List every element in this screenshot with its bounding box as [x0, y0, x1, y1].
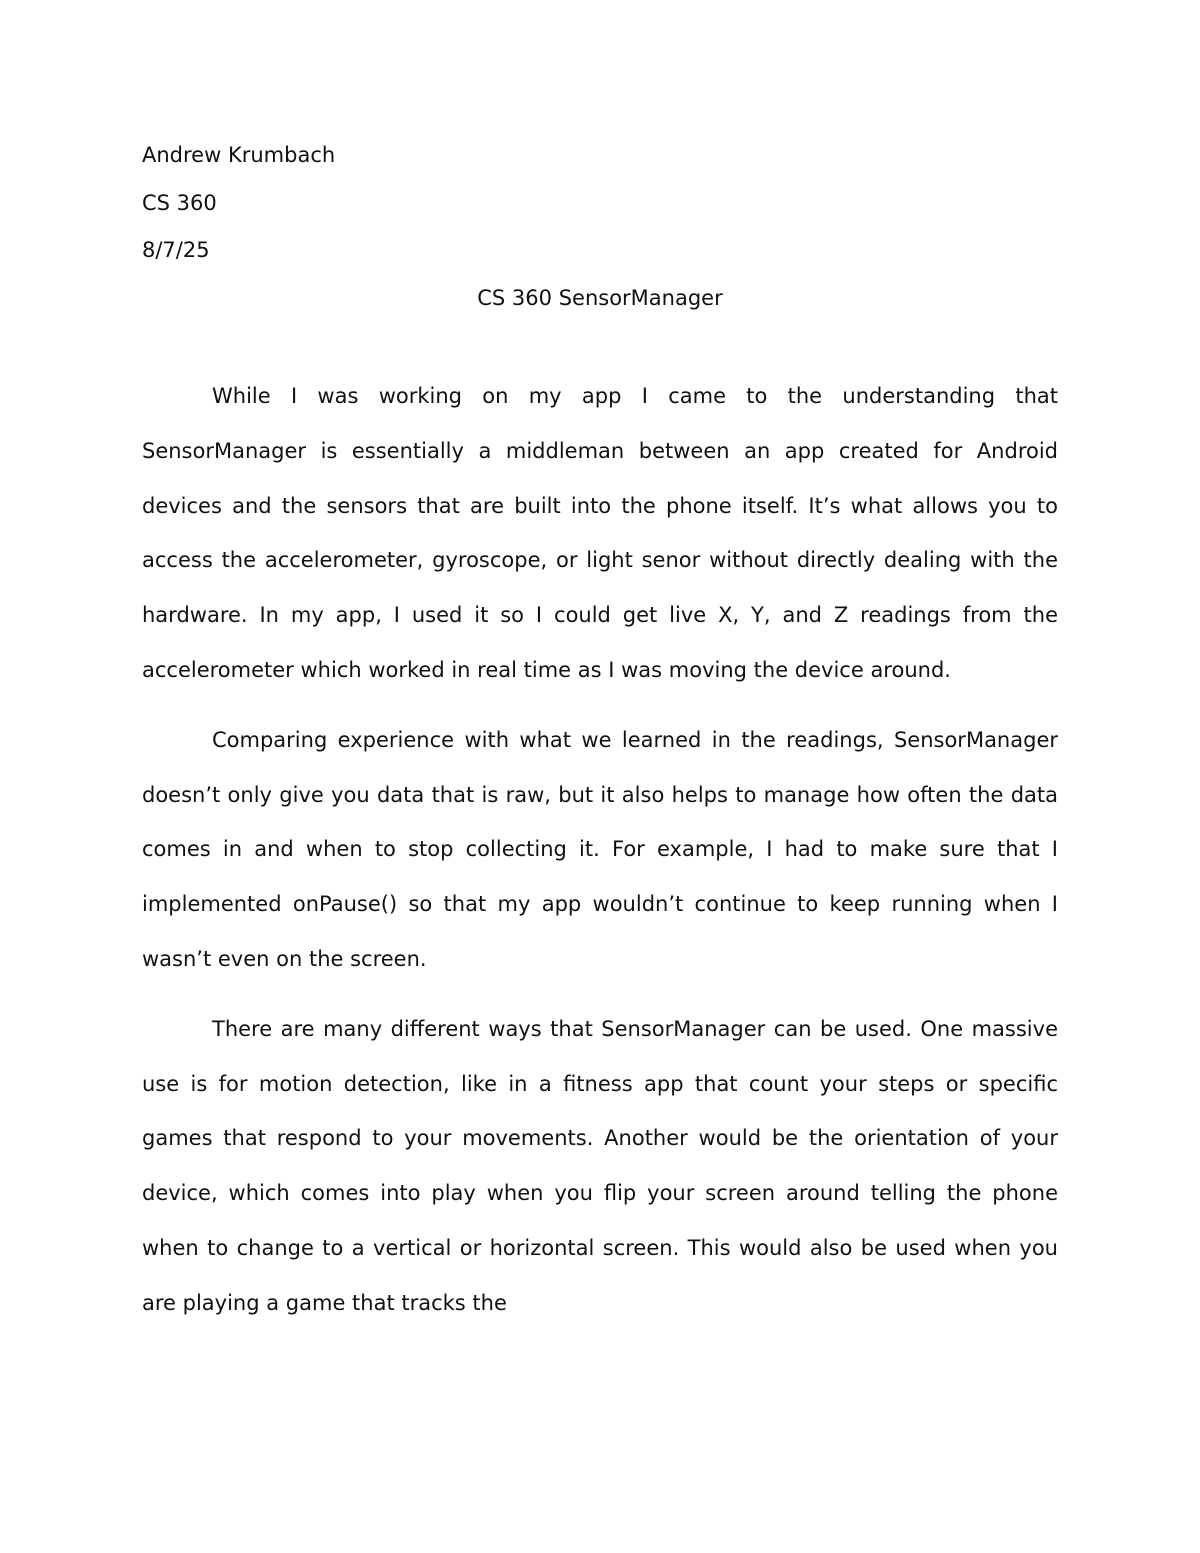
paragraph: While I was working on my app I came to the understanding that SensorManager is essentially a middleman between an app created for Android devices and the sensors that are built into the phone itself. It’s what allows you to access the accelerometer, gyroscope, or light senor without directly dealing with the hardware. In my app, I used it so I could get live X, Y, and Z readings from the accelerometer which worked in real time as I was moving the device around. — [142, 384, 1058, 682]
course-name: CS 360 — [142, 190, 217, 215]
document-date: 8/7/25 — [142, 238, 210, 262]
author-name: Andrew Krumbach — [142, 143, 336, 167]
document-title: CS 360 SensorManager — [477, 285, 723, 310]
paragraph: There are many different ways that SensorManager can be used. One massive use is for motion detection, like in a fitness app that count your steps or specific games that respond to your movements. Another would be the orientation of your device, which comes into play when you flip your screen around telling the phone when to change to a vertical or horizontal screen. This would also be used when you are playing a game that tracks the — [142, 1016, 1058, 1315]
paragraph: Comparing experience with what we learned in the readings, SensorManager doesn’t only give you data that is raw, but it also helps to manage how often the data comes in and when to stop collecting it. For example, I had to make sure that I implemented onPause() so that my app wouldn’t continue to keep running when I wasn’t even on the screen. — [142, 727, 1058, 971]
document-body — [142, 132, 1058, 1331]
